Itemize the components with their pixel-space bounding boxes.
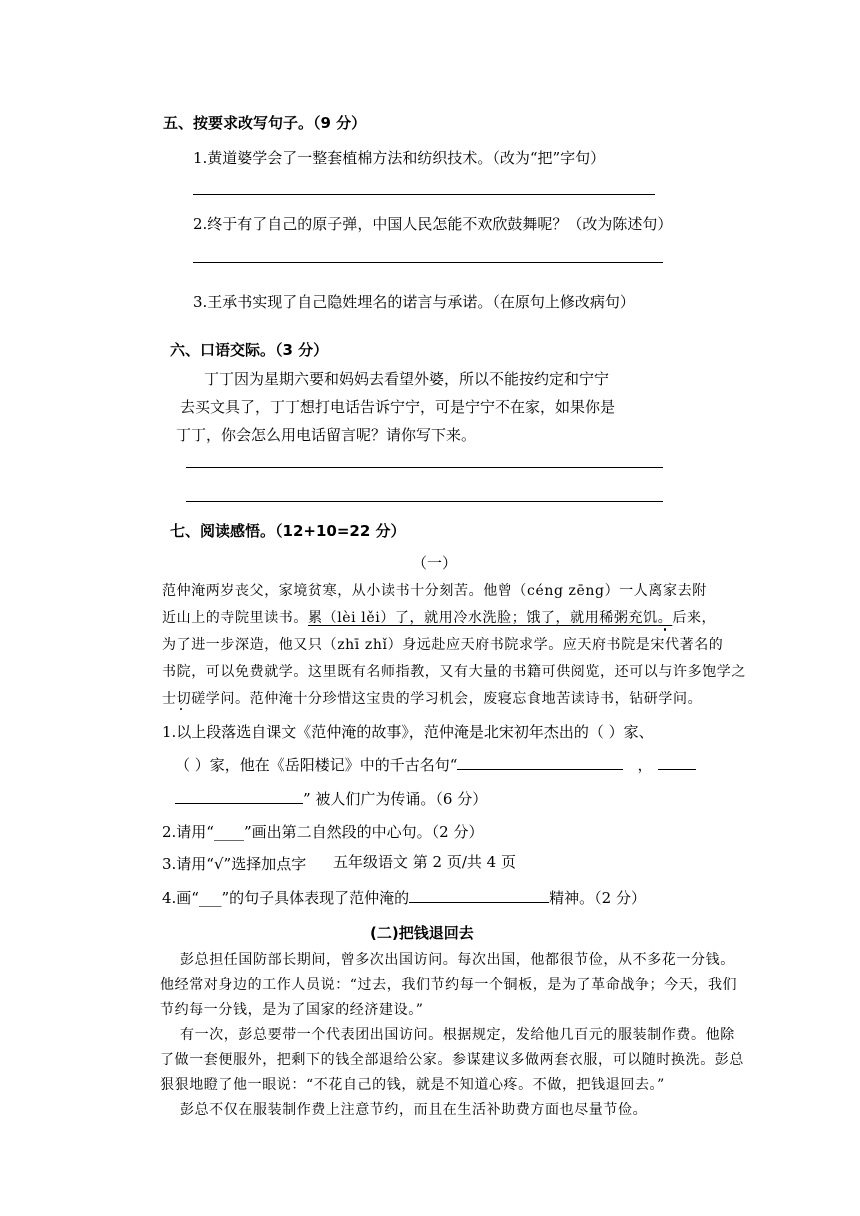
question-5-3: 3.王承书实现了自己隐姓埋名的诺言与承诺。（在原句上修改病句） xyxy=(193,293,635,311)
passage1-line-2-end: 后来， xyxy=(672,610,717,626)
passage2-line-4: 有一次，彭总要带一个代表团出国访问。根据规定，发给他几百元的服装制作费。他除 xyxy=(180,1027,735,1043)
passage1-line-2 xyxy=(162,607,716,627)
page-footer: 五年级语文 第 2 页/共 4 页 xyxy=(333,853,516,871)
passage2-line-6: 狠狠地瞪了他一眼说：“不花自己的钱，就是不知道心疼。不做，把钱退回去。” xyxy=(160,1077,665,1093)
question-5-2: 2.终于有了自己的原子弹，中国人民怎能不欢欣鼓舞呢？（改为陈述句） xyxy=(193,215,673,233)
section7-heading: 七、阅读感悟。（12+10=22 分） xyxy=(170,522,406,540)
answer-line-5-2[interactable] xyxy=(193,262,663,263)
answer-line-5-1[interactable] xyxy=(193,194,655,195)
question-7-4-end: 精神。（2 分） xyxy=(549,889,646,907)
question-7-3: 3.请用“√”选择加点字 xyxy=(162,855,307,873)
section6-prompt-line-2: 去买文具了，丁丁想打电话告诉宁宁，可是宁宁不在家，如果你是 xyxy=(180,398,616,416)
spirit-blank[interactable] xyxy=(409,888,549,903)
famous-line-blank-1[interactable] xyxy=(457,755,623,770)
reading-part1-title: （一） xyxy=(412,554,458,572)
question-7-2: 2.请用“____”画出第二自然段的中心句。（2 分） xyxy=(162,823,484,841)
question-7-1-line-3-text: ” 被人们广为传诵。（6 分） xyxy=(303,790,488,808)
reading-part2-title: (二)把钱退回去 xyxy=(370,924,474,942)
question-7-4-text: 4.画“___”的句子具体表现了范仲淹的 xyxy=(162,889,410,907)
question-7-1-line-2 xyxy=(175,754,696,775)
section5-heading: 五、按要求改写句子。（9 分） xyxy=(163,114,367,132)
question-7-1-line-2-text: （ ）家，他在《岳阳楼记》中的千古名句“ xyxy=(175,756,458,774)
question-7-1-line-1: 1.以上段落选自课文《范仲淹的故事》，范仲淹是北宋初年杰出的（ ）家、 xyxy=(162,723,654,741)
answer-line-6-1[interactable] xyxy=(186,467,663,468)
section6-prompt-line-1: 丁丁因为星期六要和妈妈去看望外婆，所以不能按约定和宁宁 xyxy=(204,370,610,388)
passage1-line-1: 范仲淹两岁丧父，家境贫寒，从小读书十分刻苦。他曾（céng zēng）一人离家去附 xyxy=(162,583,707,599)
passage2-line-2: 他经常对身边的工作人员说：“过去，我们节约每一个铜板，是为了革命战争；今天，我们 xyxy=(160,977,738,993)
passage2-line-3: 节约每一分钱，是为了国家的经济建设。” xyxy=(160,1002,424,1018)
passage1-line-3: 为了进一步深造，他又只（zhī zhǐ）身远赴应天府书院求学。应天府书院是宋代著名的 xyxy=(162,637,724,653)
passage2-line-1: 彭总担任国防部长期间，曾多次出国访问。每次出国，他都很节俭，从不多花一分钱。 xyxy=(180,952,735,968)
underlined-sentence-text: 累（lèi lěi）了，就用冷水洗脸；饿了，就用稀粥充饥 xyxy=(308,610,658,626)
question-7-1-line-3 xyxy=(175,788,487,809)
passage2-line-7: 彭总不仅在服装制作费上注意节约，而且在生活补助费方面也尽量节俭。 xyxy=(180,1102,648,1118)
question-5-1: 1.黄道婆学会了一整套植棉方法和纺织技术。（改为“把”字句） xyxy=(193,149,606,167)
underlined-sentence[interactable] xyxy=(308,610,672,626)
passage1-line-5: 士切磋学问。范仲淹十分珍惜这宝贵的学习机会，废寝忘食地苦读诗书，钻研学问。 xyxy=(162,691,703,707)
answer-line-6-2[interactable] xyxy=(186,501,663,502)
passage1-line-4: 书院，可以免费就学。这里既有名师指教，又有大量的书籍可供阅览，还可以与许多饱学之 xyxy=(162,664,746,680)
section6-prompt-line-3: 丁丁，你会怎么用电话留言呢？请你写下来。 xyxy=(176,426,477,444)
passage1-line-2-start: 近山上的寺院里读书。 xyxy=(162,610,308,626)
famous-line-blank-2[interactable] xyxy=(658,755,696,770)
stray-dot xyxy=(180,708,182,710)
comma: ， xyxy=(637,756,653,774)
question-7-4 xyxy=(162,887,646,908)
section6-heading: 六、口语交际。（3 分） xyxy=(170,341,329,359)
passage2-line-5: 了做一套便服外，把剩下的钱全部退给公家。参谋建议多做两套衣服，可以随时换洗。彭总 xyxy=(160,1052,744,1068)
famous-line-blank-3[interactable] xyxy=(175,789,303,804)
dotted-punctuation: 。 xyxy=(657,610,673,626)
